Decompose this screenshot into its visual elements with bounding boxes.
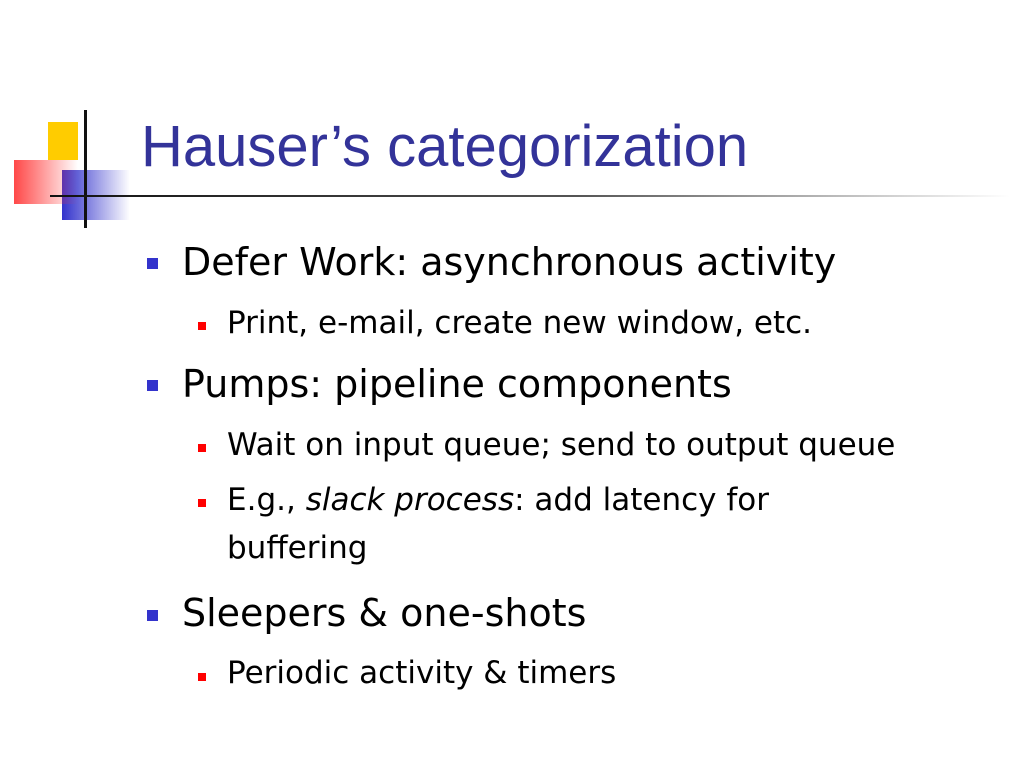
bullet-item-level1: Sleepers & one-shots — [182, 591, 587, 635]
slide-title: Hauser’s categorization — [141, 114, 749, 179]
bullet-level1-marker — [147, 380, 158, 391]
bullet-item-continuation: buffering — [227, 530, 368, 566]
bullet-item-level2: Periodic activity & timers — [227, 655, 617, 691]
bullet-item-level2 — [227, 477, 769, 524]
bullet-item-level2: Print, e-mail, create new window, etc. — [227, 305, 813, 341]
item-prefix: E.g., — [227, 482, 306, 518]
bullet-item-level1: Pumps: pipeline components — [182, 362, 732, 406]
emphasis-text: slack process — [305, 482, 515, 518]
bullet-level1-marker — [147, 610, 158, 621]
bullet-item-level2: Wait on input queue; send to output queue — [227, 427, 896, 463]
bullet-item-level1: Defer Work: asynchronous activity — [182, 240, 837, 284]
item-suffix: : add latency for — [514, 482, 769, 518]
bullet-level2-marker — [198, 444, 206, 452]
bullet-level1-marker — [147, 258, 158, 269]
bullet-level2-marker — [198, 673, 206, 681]
bullet-level2-marker — [198, 322, 206, 330]
bullet-level2-marker — [198, 499, 206, 507]
